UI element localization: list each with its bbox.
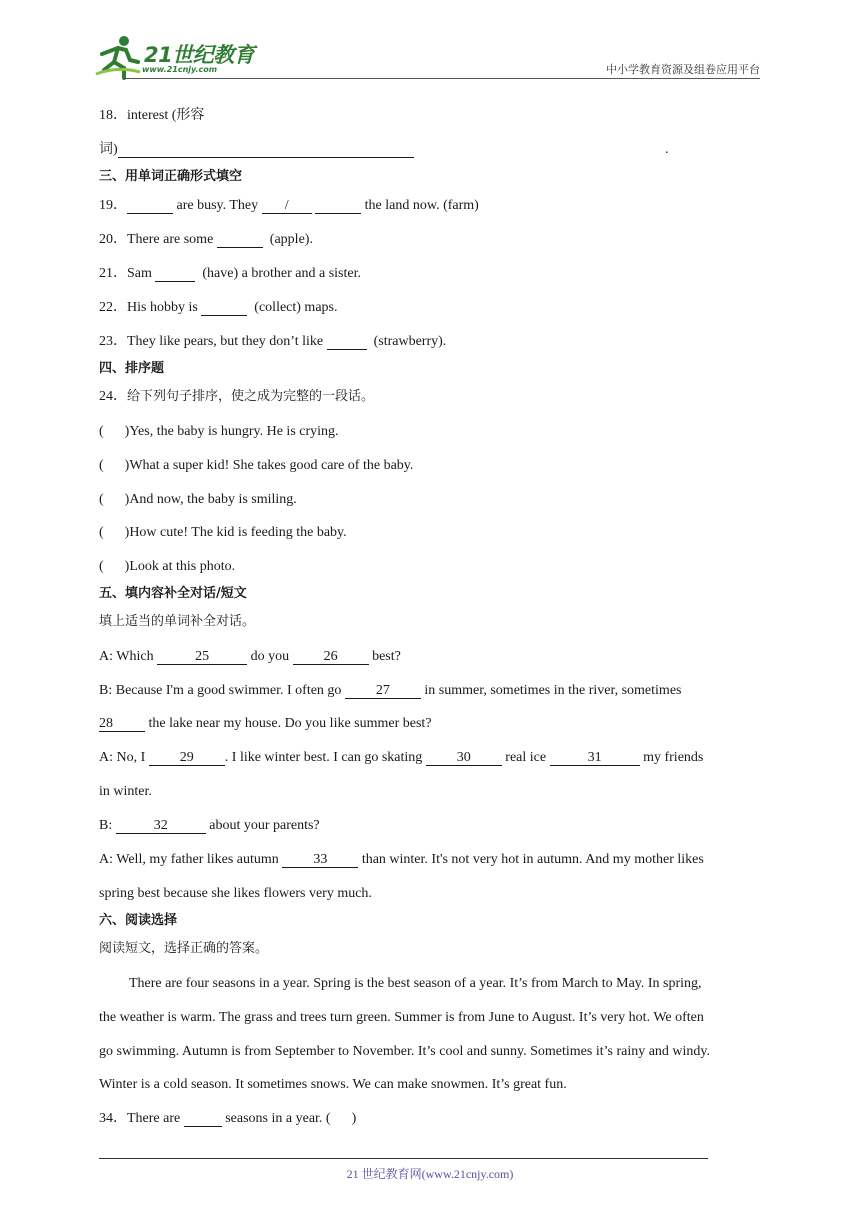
dialog-line — [99, 817, 320, 835]
platform-name: 中小学教育资源及组卷应用平台 — [606, 63, 760, 76]
passage-line: There are four seasons in a year. Spring is the best season of a year. It’s from March to May. In spring, — [129, 976, 702, 991]
dialog-text: than winter. It's not very hot in autumn. And my mother likes — [358, 852, 704, 867]
dialog-line — [99, 851, 704, 869]
ordering-item: ( )And now, the baby is smiling. — [99, 492, 297, 507]
answer-blank[interactable]: 32 — [116, 818, 206, 834]
dialog-line — [99, 749, 703, 767]
section-title: 四、排序题 — [99, 361, 165, 376]
page-header — [94, 34, 760, 80]
question-text: There are some — [127, 232, 217, 247]
site-logo — [94, 34, 264, 80]
dialog-line: spring best because she likes flowers very much. — [99, 886, 372, 901]
question-24 — [99, 388, 374, 406]
dialog-text: B: — [99, 818, 116, 833]
question-text: There are — [127, 1111, 184, 1126]
ordering-item: ( )How cute! The kid is feeding the baby. — [99, 525, 347, 540]
section-title: 六、阅读选择 — [99, 913, 178, 928]
header-divider — [124, 78, 760, 79]
answer-blank[interactable] — [327, 334, 367, 350]
answer-blank[interactable]: / — [262, 198, 312, 214]
question-19 — [99, 197, 479, 215]
question-text: seasons in a year. ( ) — [221, 1111, 357, 1126]
section-prompt: 填上适当的单词补全对话。 — [99, 614, 256, 629]
question-number: 22． — [99, 300, 127, 315]
answer-blank[interactable] — [118, 142, 414, 158]
question-number: 24． — [99, 389, 127, 404]
runner-icon — [94, 34, 142, 80]
dialog-text: A: Well, my father likes autumn — [99, 852, 283, 867]
question-number: 18． — [99, 108, 127, 123]
answer-blank[interactable] — [127, 198, 173, 214]
dialog-line — [99, 715, 432, 733]
section-title: 五、填内容补全对话/短文 — [99, 586, 247, 601]
dialog-line — [99, 682, 681, 700]
question-text: 词) — [99, 142, 118, 157]
answer-blank[interactable] — [217, 232, 263, 248]
question-18-period: . — [665, 142, 669, 157]
ordering-item: ( )Yes, the baby is hungry. He is crying. — [99, 424, 339, 439]
dialog-text: best? — [368, 649, 401, 664]
question-prompt: 给下列句子排序，使之成为完整的一段话。 — [127, 389, 375, 404]
dialog-text: do you — [247, 649, 293, 664]
question-text: (collect) maps. — [250, 300, 338, 315]
answer-blank[interactable]: 26 — [293, 649, 369, 665]
passage-line: go swimming. Autumn is from September to November. It’s cool and sunny. Sometimes it’s rainy and windy. — [99, 1044, 711, 1059]
answer-blank[interactable] — [315, 198, 361, 214]
dialog-line: in winter. — [99, 784, 152, 799]
dialog-text: about your parents? — [205, 818, 320, 833]
passage-line: the weather is warm. The grass and trees turn green. Summer is from June to August. It’s very hot. We often — [99, 1010, 704, 1025]
question-20 — [99, 231, 313, 249]
question-text: His hobby is — [127, 300, 202, 315]
question-number: 23． — [99, 334, 127, 349]
dialog-text: in summer, sometimes in the river, sometimes — [420, 683, 682, 698]
passage-line: Winter is a cold season. It sometimes snows. We can make snowmen. It’s great fun. — [99, 1077, 567, 1092]
answer-blank[interactable]: 25 — [157, 649, 247, 665]
dialog-text: real ice — [501, 750, 550, 765]
answer-blank[interactable]: 31 — [550, 750, 640, 766]
footer-divider — [99, 1158, 708, 1159]
answer-blank[interactable] — [201, 300, 247, 316]
ordering-item: ( )Look at this photo. — [99, 559, 236, 574]
answer-blank[interactable] — [184, 1111, 222, 1127]
question-number: 34． — [99, 1111, 127, 1126]
dialog-text: my friends — [639, 750, 704, 765]
section-prompt: 阅读短文，选择正确的答案。 — [99, 941, 269, 956]
question-23 — [99, 333, 446, 351]
question-text: (apple). — [266, 232, 313, 247]
question-21 — [99, 265, 361, 283]
question-number: 21． — [99, 266, 127, 281]
question-text: They like pears, but they don’t like — [127, 334, 327, 349]
dialog-text: B: Because I'm a good swimmer. I often go — [99, 683, 345, 698]
answer-blank[interactable]: 33 — [282, 852, 358, 868]
logo-text: 21世纪教育 — [144, 43, 255, 67]
dialog-text: A: Which — [99, 649, 158, 664]
ordering-item: ( )What a super kid! She takes good care of the baby. — [99, 458, 414, 473]
dialog-text: the lake near my house. Do you like summer best? — [145, 716, 432, 731]
question-number: 19． — [99, 198, 127, 213]
question-number: 20． — [99, 232, 127, 247]
question-text: (strawberry). — [370, 334, 447, 349]
footer-link[interactable]: 21 世纪教育网(www.21cnjy.com) — [346, 1167, 514, 1181]
answer-blank[interactable]: 30 — [426, 750, 502, 766]
question-text: Sam — [127, 266, 156, 281]
question-18 — [99, 107, 204, 125]
dialog-text: A: No, I — [99, 750, 149, 765]
question-18-answer-line — [99, 141, 414, 159]
answer-blank[interactable] — [155, 266, 195, 282]
question-text: interest (形容 — [127, 108, 205, 123]
answer-blank[interactable]: 27 — [345, 683, 421, 699]
question-text: the land now. (farm) — [361, 198, 479, 213]
logo-url: www.21cnjy.com — [142, 65, 218, 74]
question-text: (have) a brother and a sister. — [198, 266, 361, 281]
question-34 — [99, 1110, 356, 1128]
answer-blank[interactable]: 29 — [149, 750, 225, 766]
question-22 — [99, 299, 337, 317]
dialog-line — [99, 648, 401, 666]
question-text: are busy. They — [173, 198, 262, 213]
answer-blank[interactable]: 28 — [99, 716, 145, 732]
section-title: 三、用单词正确形式填空 — [99, 169, 243, 184]
dialog-text: . I like winter best. I can go skating — [224, 750, 426, 765]
